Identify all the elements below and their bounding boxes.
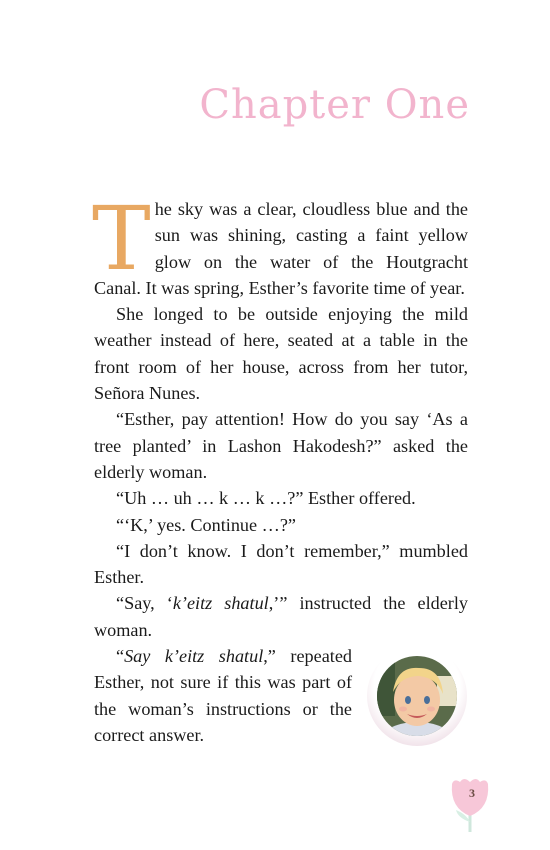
paragraph-1 bbox=[92, 187, 468, 301]
tulip-icon bbox=[448, 774, 492, 834]
paragraph-7: “Say, ‘k’eitz shatul,’” instructed the elderly woman. bbox=[94, 593, 468, 640]
paragraph-8: “Say k’eitz shatul,” repeated Esther, not sure if this was part of the woman’s instructions or the correct answer. bbox=[94, 646, 352, 745]
paragraph-6: “I don’t know. I don’t remember,” mumbled Esther. bbox=[94, 540, 468, 588]
chapter-title: Chapter One bbox=[199, 82, 470, 128]
paragraph-4: “Uh … uh … k … k …?” Esther offered. bbox=[116, 488, 416, 509]
drop-cap: T bbox=[92, 187, 151, 290]
paragraph-3: “Esther, pay attention! How do you say ‘As a tree planted’ in Lashon Hakodesh?” asked the elderly woman. bbox=[94, 409, 468, 482]
boy-portrait bbox=[367, 646, 467, 746]
paragraph-1-text: he sky was a clear, cloudless blue and the sun was shining, casting a faint yellow glow on the water of the Houtgracht Canal. It was spring, Esther’s favorite time of year. bbox=[94, 199, 468, 298]
page-number: 3 bbox=[469, 786, 475, 800]
boy-portrait-illustration bbox=[367, 646, 467, 746]
paragraph-5: “‘K,’ yes. Continue …?” bbox=[116, 514, 296, 535]
paragraph-2: She longed to be outside enjoying the mild weather instead of here, seated at a table in the front room of her house, across from her tutor, Señora Nunes. bbox=[94, 304, 468, 404]
